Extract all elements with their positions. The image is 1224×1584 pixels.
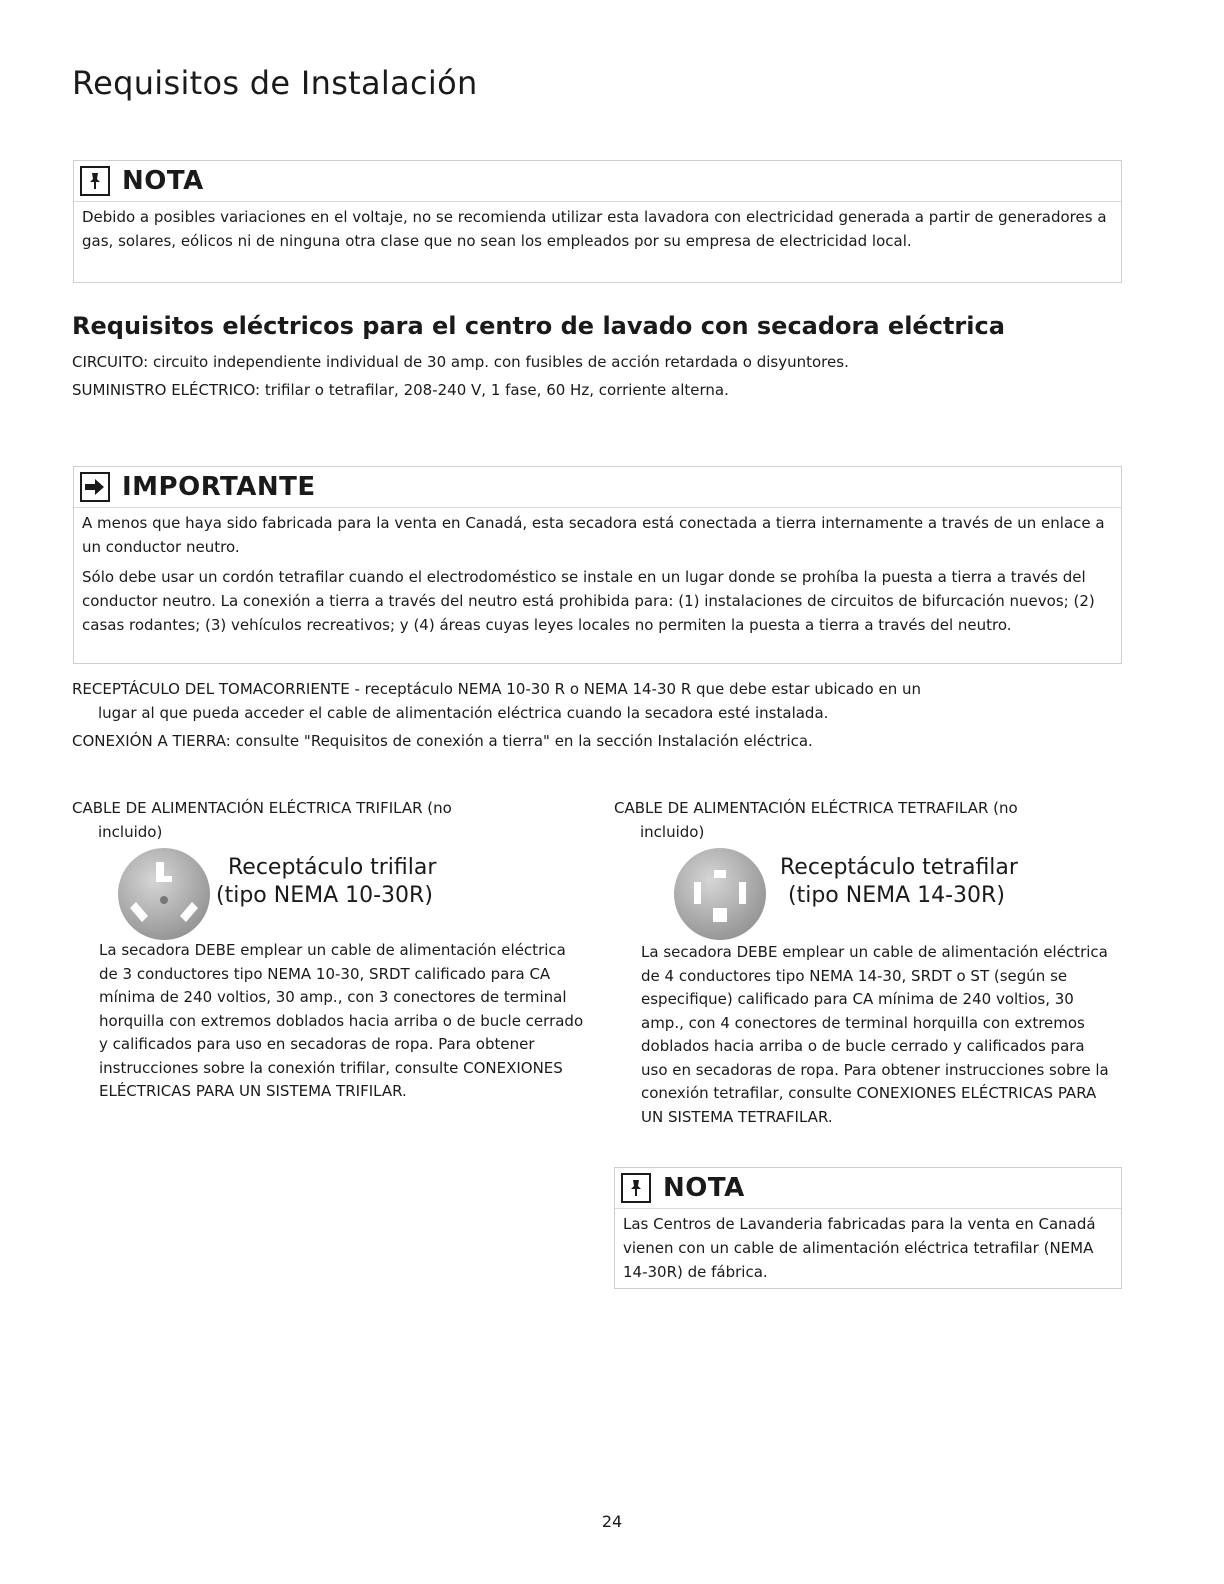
supply-text: SUMINISTRO ELÉCTRICO: trifilar o tetrafilar, 208-240 V, 1 fase, 60 Hz, corriente alterna. bbox=[72, 381, 729, 399]
important-paragraph-2: Sólo debe usar un cordón tetrafilar cuando el electrodoméstico se instale en un lugar donde se prohíba la puesta a tierra a través del conductor neutro. La conexión a tierra a través del neutro está prohibida para: (1) instalaciones de circuitos de bifurcación nuevos; (2) casas rodantes; (3) vehículos recreativos; y (4) áreas cuyas leyes locales no permiten la puesta a tierra a través del neutro. bbox=[82, 568, 1095, 634]
four-wire-title-line-1: Receptáculo tetrafilar bbox=[780, 855, 1018, 880]
grounding-text: CONEXIÓN A TIERRA: consulte "Requisitos de conexión a tierra" en la sección Instalación eléctrica. bbox=[72, 732, 813, 750]
canada-note-title: NOTA bbox=[663, 1173, 745, 1203]
four-wire-receptacle-title bbox=[780, 854, 1018, 910]
four-wire-heading-line-2: incluido) bbox=[640, 823, 705, 841]
four-wire-heading-line-1: CABLE DE ALIMENTACIÓN ELÉCTRICA TETRAFILAR (no bbox=[614, 799, 1018, 817]
arrow-right-icon bbox=[80, 472, 110, 502]
three-wire-title-line-1: Receptáculo trifilar bbox=[228, 855, 437, 880]
receptacle-line-1: RECEPTÁCULO DEL TOMACORRIENTE - receptáculo NEMA 10-30 R o NEMA 14-30 R que debe estar ubicado en un bbox=[72, 680, 921, 698]
page-number: 24 bbox=[601, 1512, 623, 1531]
pushpin-icon bbox=[80, 166, 110, 196]
note-text: Debido a posibles variaciones en el voltaje, no se recomienda utilizar esta lavadora con electricidad generada a partir de generadores a gas, solares, eólicos ni de ninguna otra clase que no sean los empleados por su empresa de electricidad local. bbox=[82, 208, 1107, 250]
note-header bbox=[74, 161, 1121, 202]
note-title: NOTA bbox=[122, 166, 204, 196]
three-wire-heading-line-1: CABLE DE ALIMENTACIÓN ELÉCTRICA TRIFILAR (no bbox=[72, 799, 452, 817]
four-wire-cable-heading bbox=[614, 796, 1134, 844]
three-wire-title-line-2: (tipo NEMA 10-30R) bbox=[216, 883, 433, 908]
three-wire-receptacle-title bbox=[216, 854, 437, 910]
important-paragraph-1: A menos que haya sido fabricada para la venta en Canadá, esta secadora está conectada a tierra internamente a través de un enlace a un conductor neutro. bbox=[82, 514, 1105, 556]
receptacle-text bbox=[72, 677, 1132, 725]
important-box bbox=[73, 466, 1122, 664]
electrical-requirements-heading: Requisitos eléctricos para el centro de lavado con secadora eléctrica bbox=[72, 312, 1005, 340]
pushpin-icon bbox=[621, 1173, 651, 1203]
note-box bbox=[73, 160, 1122, 283]
circuit-text: CIRCUITO: circuito independiente individual de 30 amp. con fusibles de acción retardada o disyuntores. bbox=[72, 353, 849, 371]
page-title: Requisitos de Instalación bbox=[72, 64, 478, 102]
important-header bbox=[74, 467, 1121, 508]
canada-note-header bbox=[615, 1168, 1121, 1209]
receptacle-line-2: lugar al que pueda acceder el cable de alimentación eléctrica cuando la secadora esté instalada. bbox=[98, 704, 829, 722]
three-wire-cable-heading bbox=[72, 796, 592, 844]
four-wire-body: La secadora DEBE emplear un cable de alimentación eléctrica de 4 conductores tipo NEMA 14-30, SRDT o ST (según se especifique) calificado para CA mínima de 240 voltios, 30 amp., con 4 conectores de terminal horquilla con extremos doblados hacia arriba o de bucle cerrado y calificados para uso en secadoras de ropa. Para obtener instrucciones sobre la conexión tetrafilar, consulte CONEXIONES ELÉCTRICAS PARA UN SISTEMA TETRAFILAR. bbox=[641, 943, 1109, 1126]
three-wire-heading-line-2: incluido) bbox=[98, 823, 163, 841]
four-wire-receptacle-icon bbox=[674, 848, 766, 940]
important-title: IMPORTANTE bbox=[122, 472, 316, 502]
four-wire-title-line-2: (tipo NEMA 14-30R) bbox=[788, 883, 1005, 908]
three-wire-body: La secadora DEBE emplear un cable de alimentación eléctrica de 3 conductores tipo NEMA 10-30, SRDT calificado para CA mínima de 240 voltios, 30 amp., con 3 conectores de terminal horquilla con extremos doblados hacia arriba o de bucle cerrado y calificados para uso en secadoras de ropa. Para obtener instrucciones sobre la conexión trifilar, consulte CONEXIONES ELÉCTRICAS PARA UN SISTEMA TRIFILAR. bbox=[99, 941, 584, 1100]
canada-note-text: Las Centros de Lavanderia fabricadas para la venta en Canadá vienen con un cable de alimentación eléctrica tetrafilar (NEMA 14-30R) de fábrica. bbox=[623, 1215, 1096, 1281]
three-wire-receptacle-icon bbox=[118, 848, 210, 940]
canada-note-box bbox=[614, 1167, 1122, 1289]
